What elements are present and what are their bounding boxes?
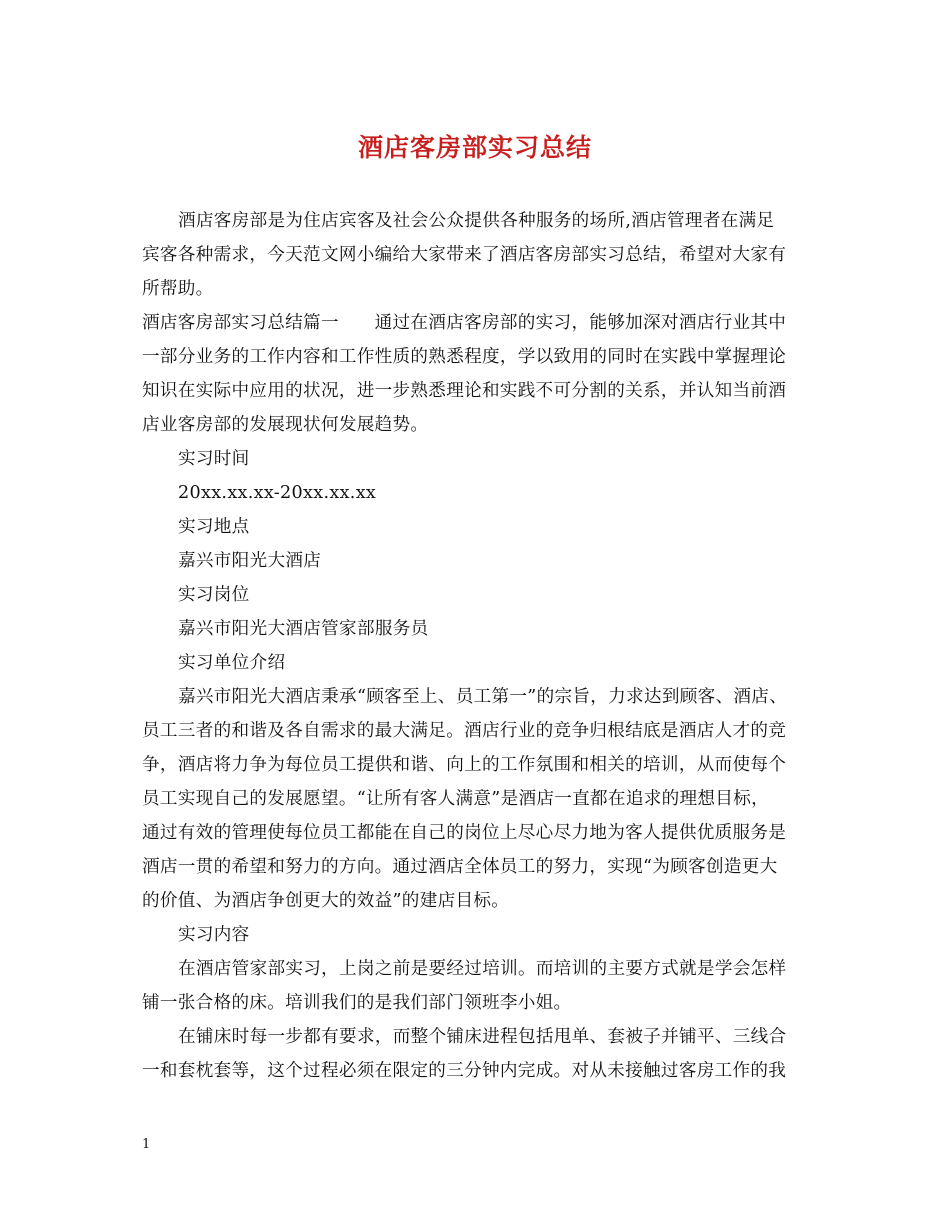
paragraph-line: 一部分业务的工作内容和工作性质的熟悉程度，学以致用的同时在实践中掌握理论 [142,347,787,367]
section-heading: 实习内容 [178,925,250,945]
paragraph-line: 员工实现自己的发展愿望。“让所有客人满意”是酒店一直都在追求的理想目标， [142,789,769,809]
section-heading: 实习单位介绍 [178,653,286,673]
paragraph-line: 的价值、为酒店争创更大的效益”的建店目标。 [142,891,510,911]
paragraph-line: 店业客房部的发展现状何发展趋势。 [142,415,429,435]
section-heading: 实习时间 [178,449,250,469]
page-number: 1 [142,1137,151,1152]
section-value: 嘉兴市阳光大酒店 [178,551,322,571]
section-value: 嘉兴市阳光大酒店管家部服务员 [178,619,429,639]
paragraph-line: 员工三者的和谐及各自需求的最大满足。酒店行业的竞争归根结底是酒店人才的竞 [142,721,787,741]
paragraph-line: 嘉兴市阳光大酒店秉承“顾客至上、员工第一”的宗旨，力求达到顾客、酒店、 [178,687,788,707]
paragraph-line: 在酒店管家部实习，上岗之前是要经过培训。而培训的主要方式就是学会怎样 [178,959,787,979]
paragraph-line: 宾客各种需求，今天范文网小编给大家带来了酒店客房部实习总结，希望对大家有 [142,245,787,265]
section-value: 20xx.xx.xx-20xx.xx.xx [178,483,377,503]
paragraph-line: 酒店客房部实习总结篇一 通过在酒店客房部的实习，能够加深对酒店行业其中 [142,313,787,333]
paragraph-line: 通过有效的管理使每位员工都能在自己的岗位上尽心尽力地为客人提供优质服务是 [142,823,787,843]
paragraph-line: 争，酒店将力争为每位员工提供和谐、向上的工作氛围和相关的培训，从而使每个 [142,755,787,775]
paragraph-line: 所帮助。 [142,279,214,299]
section-heading: 实习岗位 [178,585,250,605]
document-title: 酒店客房部实习总结 [357,133,592,162]
paragraph-line: 酒店客房部是为住店宾客及社会公众提供各种服务的场所,酒店管理者在满足 [178,211,775,231]
section-heading: 实习地点 [178,517,250,537]
paragraph-line: 酒店一贯的希望和努力的方向。通过酒店全体员工的努力，实现“为顾客创造更大 [142,857,778,877]
paragraph-line: 知识在实际中应用的状况，进一步熟悉理论和实践不可分割的关系，并认知当前酒 [142,381,787,401]
paragraph-line: 一和套枕套等，这个过程必须在限定的三分钟内完成。对从未接触过客房工作的我 [142,1061,787,1081]
paragraph-line: 在铺床时每一步都有要求，而整个铺床进程包括甩单、套被子并铺平、三线合 [178,1027,787,1047]
paragraph-line: 铺一张合格的床。培训我们的是我们部门领班李小姐。 [142,993,572,1013]
